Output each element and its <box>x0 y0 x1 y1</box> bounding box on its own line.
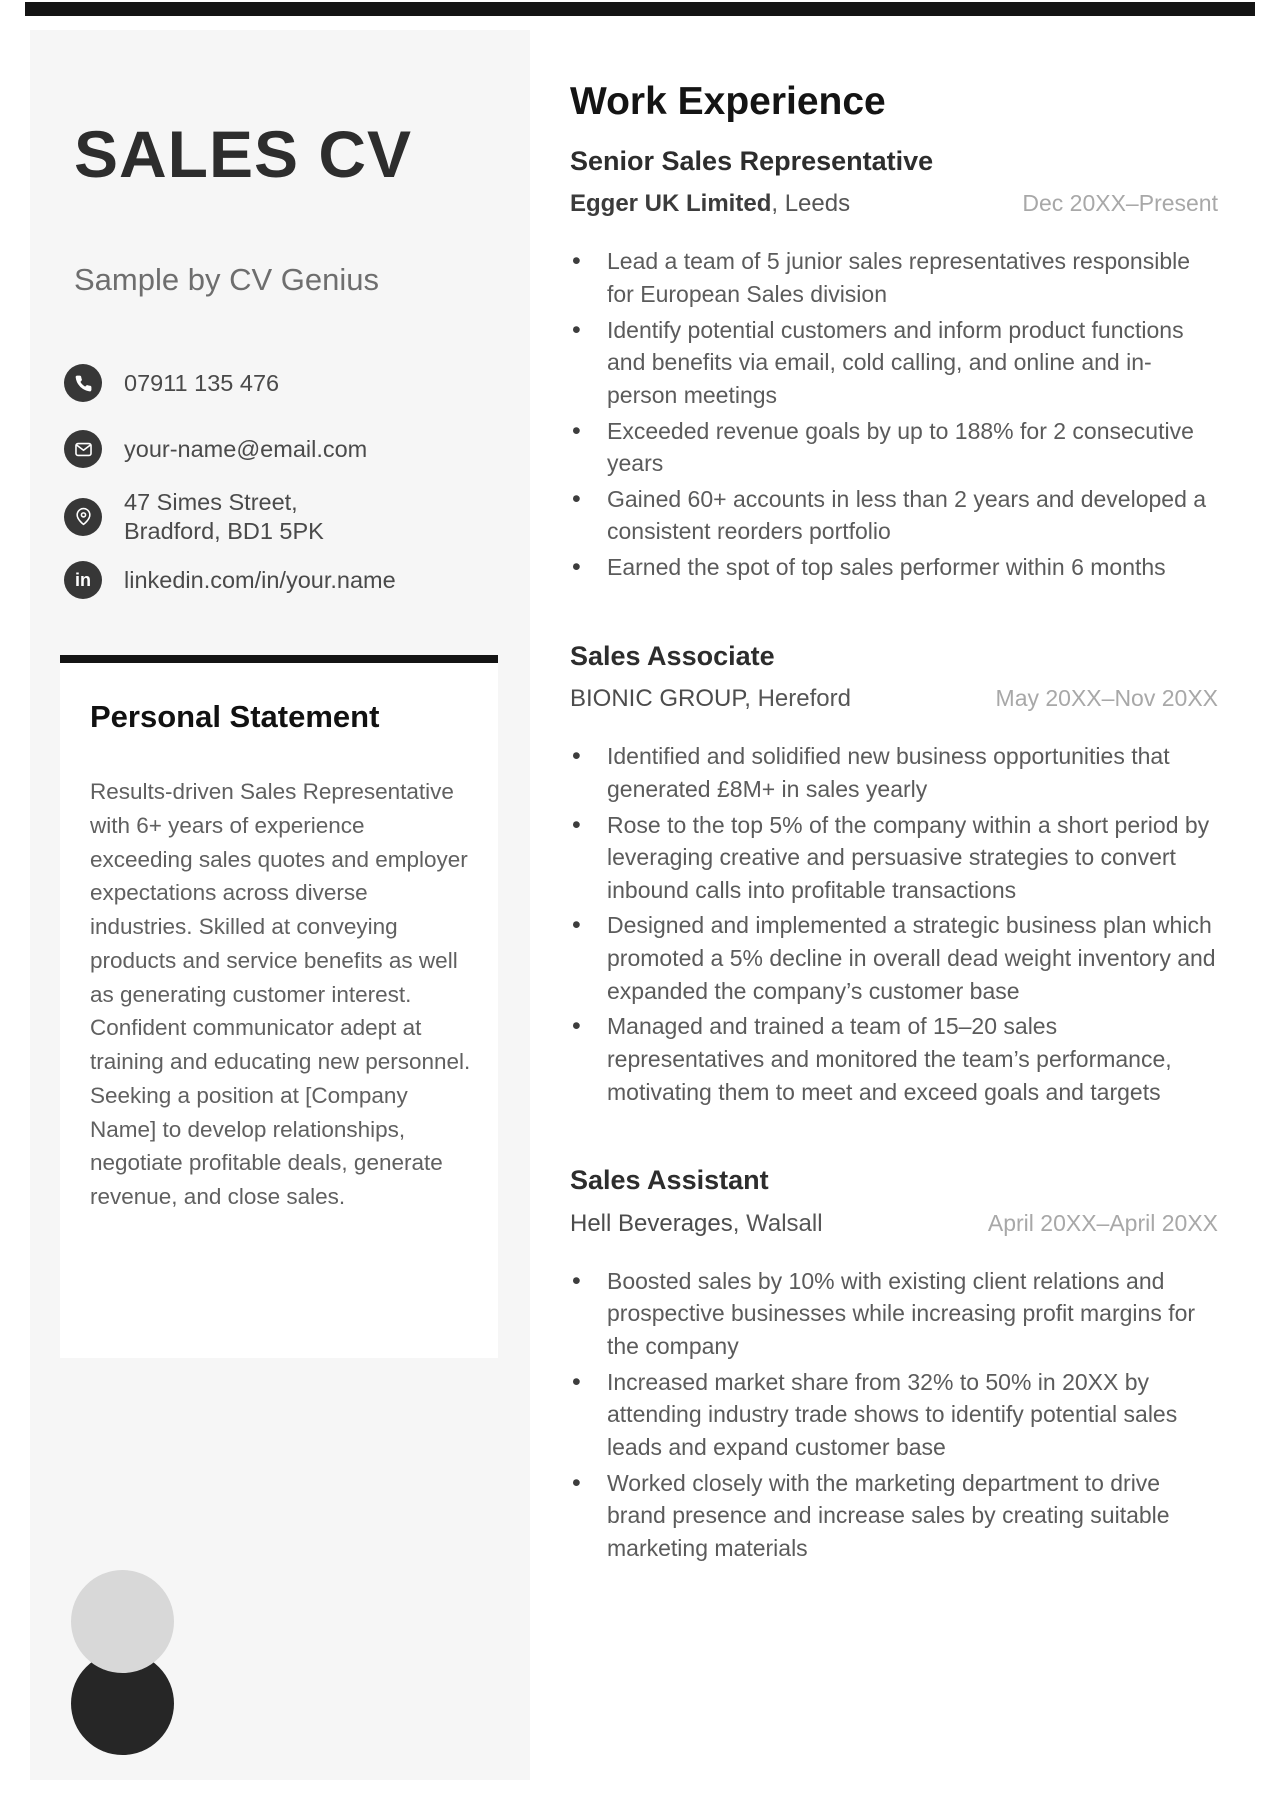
contact-row-phone <box>64 364 504 402</box>
page-title: SALES CV <box>74 117 413 191</box>
job-bullet: • Increased market share from 32% to 50% in 20XX by attending industry trade shows to identify potential sales leads and expand customer base <box>570 1366 1218 1464</box>
company-location: , Walsall <box>732 1209 823 1237</box>
page-subtitle: Sample by CV Genius <box>74 262 379 297</box>
job-entry <box>570 145 1218 584</box>
email-icon <box>64 430 102 468</box>
job-bullet: • Designed and implemented a strategic business plan which promoted a 5% decline in overall dead weight inventory and expanded the company’s customer base <box>570 909 1218 1007</box>
job-dates: May 20XX–Nov 20XX <box>995 685 1218 712</box>
job-bullet-list <box>570 245 1218 584</box>
job-bullet: • Identify potential customers and inform product functions and benefits via email, cold calling, and online and in-person meetings <box>570 314 1218 412</box>
sidebar <box>30 30 530 1780</box>
company-name: Egger UK Limited <box>570 190 772 218</box>
job-dates: April 20XX–April 20XX <box>987 1209 1218 1236</box>
work-experience-section <box>570 80 1218 1568</box>
company-name: Hell Beverages <box>570 1209 733 1237</box>
job-bullet: • Boosted sales by 10% with existing client relations and prospective businesses while increasing profit margins for the company <box>570 1265 1218 1363</box>
company-row <box>570 1210 1218 1238</box>
job-bullet: • Earned the spot of top sales performer within 6 months <box>570 551 1218 584</box>
job-bullet-list <box>570 1265 1218 1565</box>
contact-row-linkedin <box>64 561 504 599</box>
email-address: your-name@email.com <box>124 435 368 462</box>
company-and-location <box>570 1210 823 1238</box>
linkedin-url: linkedin.com/in/your.name <box>124 566 396 593</box>
linkedin-icon-text: in <box>75 570 91 591</box>
job-bullet: • Gained 60+ accounts in less than 2 years and developed a consistent reorders portfolio <box>570 483 1218 548</box>
job-entry <box>570 1164 1218 1564</box>
personal-statement-card <box>60 663 498 1358</box>
company-and-location <box>570 190 850 218</box>
company-location: , Hereford <box>744 685 851 713</box>
job-bullet: • Identified and solidified new business opportunities that generated £8M+ in sales yearly <box>570 740 1218 805</box>
job-bullet: • Managed and trained a team of 15–20 sales representatives and monitored the team’s performance, motivating them to meet and exceed goals and targets <box>570 1010 1218 1108</box>
job-bullet: • Lead a team of 5 junior sales representatives responsible for European Sales division <box>570 245 1218 310</box>
personal-statement-accent-bar <box>60 655 498 663</box>
job-bullet-list <box>570 740 1218 1108</box>
company-name: BIONIC GROUP <box>570 685 745 713</box>
contact-row-email <box>64 430 504 468</box>
address-text <box>124 488 324 545</box>
company-row <box>570 190 1218 218</box>
personal-statement-heading: Personal Statement <box>90 699 380 734</box>
top-accent-bar <box>25 2 1255 16</box>
company-location: , Leeds <box>771 190 851 218</box>
contact-list <box>64 364 504 599</box>
job-title: Senior Sales Representative <box>570 145 934 176</box>
phone-icon <box>64 364 102 402</box>
job-bullet: • Exceeded revenue goals by up to 188% for 2 consecutive years <box>570 415 1218 480</box>
job-entry <box>570 640 1218 1109</box>
company-and-location <box>570 685 851 713</box>
address-line-1: 47 Simes Street, <box>124 489 298 515</box>
phone-number: 07911 135 476 <box>124 369 280 396</box>
personal-statement-body: Results-driven Sales Representative with 6+ years of experience exceeding sales quotes and employer expectations across diverse industries. Skilled at conveying products and service benefits as well as generating customer interest. Confident communicator adept at training and educating new personnel. Seeking a position at [Company Name] to develop relationships, negotiate profitable deals, generate revenue, and close sales. <box>90 779 471 1209</box>
work-experience-heading: Work Experience <box>570 80 886 123</box>
personal-statement-section <box>60 655 498 1358</box>
decorative-circle-light <box>71 1570 174 1673</box>
linkedin-icon <box>64 561 102 599</box>
job-bullet: • Worked closely with the marketing department to drive brand presence and increase sales by creating suitable marketing materials <box>570 1467 1218 1565</box>
contact-row-address <box>64 488 504 545</box>
job-dates: Dec 20XX–Present <box>1022 190 1218 217</box>
job-bullet: • Rose to the top 5% of the company within a short period by leveraging creative and persuasive strategies to convert inbound calls into profitable transactions <box>570 809 1218 907</box>
company-row <box>570 685 1218 713</box>
location-icon <box>64 498 102 536</box>
job-title: Sales Associate <box>570 640 775 671</box>
address-line-2: Bradford, BD1 5PK <box>124 517 324 544</box>
job-title: Sales Assistant <box>570 1165 769 1196</box>
